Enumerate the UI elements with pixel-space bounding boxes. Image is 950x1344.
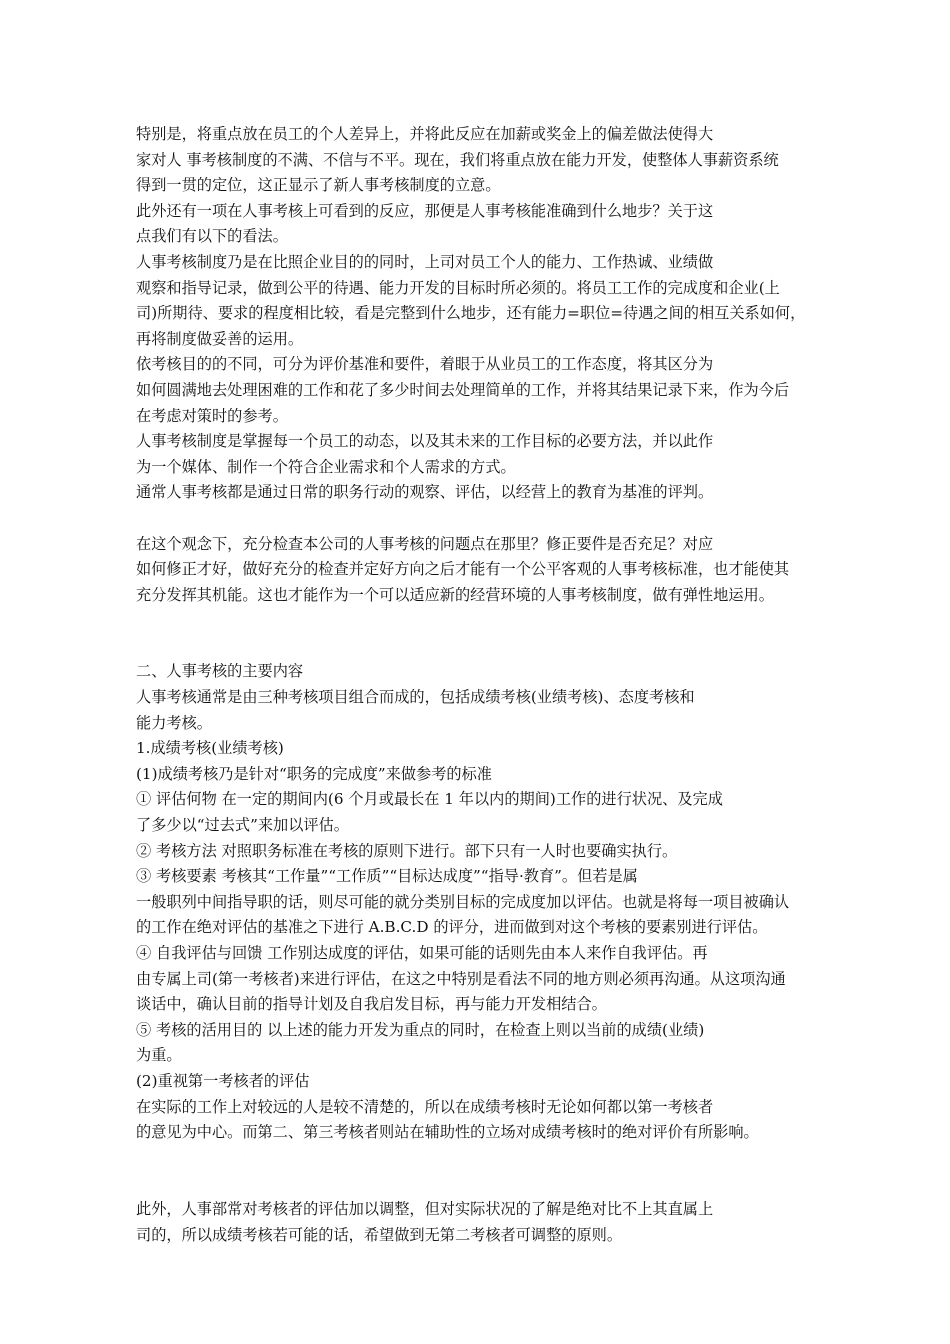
text-line: 充分发挥其机能。这也才能作为一个可以适应新的经营环境的人事考核制度，做有弹性地运用。 [136,585,774,604]
text-line: 为一个媒体、制作一个符合企业需求和个人需求的方式。 [136,457,516,476]
text-line: (1)成绩考核乃是针对“职务的完成度”来做参考的标准 [136,764,492,783]
text-line: 观察和指导记录，做到公平的待遇、能力开发的目标时所必须的。将员工工作的完成度和企业(上 [136,278,780,297]
text-line: 家对人 事考核制度的不满、不信与不平。现在，我们将重点放在能力开发，使整体人事薪资系统 [136,150,779,169]
text-line: 人事考核制度乃是在比照企业目的的同时，上司对员工个人的能力、工作热诚、业绩做 [136,252,714,271]
text-line: ⑤ 考核的活用目的 以上述的能力开发为重点的同时，在检查上则以当前的成绩(业绩) [136,1020,705,1039]
text-line: ① 评估何物 在一定的期间内(6 个月或最长在 1 年以内的期间)工作的进行状况、及完成 [136,790,723,809]
text-line: 此外，人事部常对考核者的评估加以调整，但对实际状况的了解是绝对比不上其直属上 [136,1199,714,1218]
text-line: 二、人事考核的主要内容 [136,662,304,681]
text-line: 在考虑对策时的参考。 [136,406,288,425]
text-line: 人事考核制度是掌握每一个员工的动态，以及其未来的工作目标的必要方法，并以此作 [136,432,714,451]
text-line: 1.成绩考核(业绩考核) [136,739,284,758]
text-line: 人事考核通常是由三种考核项目组合而成的，包括成绩考核(业绩考核)、态度考核和 [136,688,695,707]
blank-line [136,506,876,532]
text-line: ② 考核方法 对照职务标准在考核的原则下进行。部下只有一人时也要确实执行。 [136,841,678,860]
text-line: 谈话中，确认目前的指导计划及自我启发目标，再与能力开发相结合。 [136,995,607,1014]
text-line: 在实际的工作上对较远的人是较不清楚的，所以在成绩考核时无论如何都以第一考核者 [136,1097,714,1116]
text-line: 此外还有一项在人事考核上可看到的反应，那便是人事考核能准确到什么地步？关于这 [136,201,714,220]
text-line: (2)重视第一考核者的评估 [136,1071,310,1090]
text-line: 一般职列中间指导职的话，则尽可能的就分类别目标的完成度加以评估。也就是将每一项目被确认 [136,892,790,911]
text-line: 为重。 [136,1046,182,1065]
text-line: 了多少以“过去式”来加以评估。 [136,816,349,835]
document-body [136,122,876,1248]
text-line: 能力考核。 [136,713,212,732]
text-line: 如何修正才好，做好充分的检查并定好方向之后才能有一个公平客观的人事考核标准，也才能使其 [136,560,790,579]
text-line: 通常人事考核都是通过日常的职务行动的观察、评估，以经营上的教育为基准的评判。 [136,483,714,502]
text-line: 的工作在绝对评估的基准之下进行 A.B.C.D 的评分，进而做到对这个考核的要素别进行评估。 [136,918,768,937]
text-line: 点我们有以下的看法。 [136,227,288,246]
text-line: 依考核目的的不同，可分为评价基准和要件，着眼于从业员工的工作态度，将其区分为 [136,355,714,374]
text-line: 特别是，将重点放在员工的个人差异上，并将此反应在加薪或奖金上的偏差做法使得大 [136,125,714,143]
text-line: ③ 考核要素 考核其“工作量”“工作质”“目标达成度”“指导·教育”。但若是属 [136,867,638,886]
text-line: ④ 自我评估与回馈 工作别达成度的评估，如果可能的话则先由本人来作自我评估。再 [136,944,708,962]
text-line: 得到一贯的定位，这正显示了新人事考核制度的立意。 [136,176,501,195]
text-line: 如何圆满地去处理困难的工作和花了多少时间去处理简单的工作，并将其结果记录下来，作为今后 [136,380,790,399]
text-line: 在这个观念下，充分检查本公司的人事考核的问题点在那里？修正要件是否充足？对应 [136,534,714,553]
blank-line [136,1171,876,1197]
text-line: 司)所期待、要求的程度相比较，看是完整到什么地步，还有能力=职位=待遇之间的相互关系如何， [136,304,806,323]
text-line: 由专属上司(第一考核者)来进行评估，在这之中特别是看法不同的地方则必须再沟通。从这项沟通 [136,969,786,988]
blank-line [136,1146,876,1172]
blank-line [136,608,876,634]
text-line: 再将制度做妥善的运用。 [136,329,304,348]
text-line: 司的，所以成绩考核若可能的话，希望做到无第二考核者可调整的原则。 [136,1225,622,1244]
blank-line [136,634,876,660]
text-line: 的意见为中心。而第二、第三考核者则站在辅助性的立场对成绩考核时的绝对评价有所影响。 [136,1123,759,1142]
